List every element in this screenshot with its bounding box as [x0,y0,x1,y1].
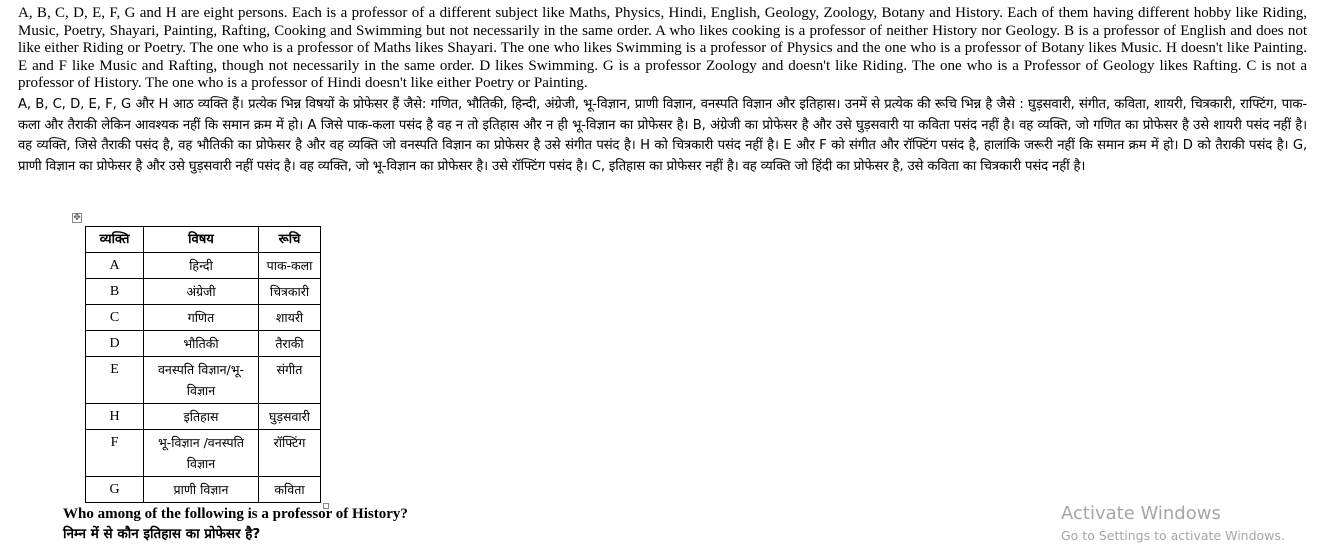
cell-subject: अंग्रेजी [144,279,259,305]
activation-watermark-subtitle: Go to Settings to activate Windows. [1061,528,1285,543]
table-row [86,404,321,430]
cell-person: E [86,357,144,404]
table-row [86,331,321,357]
table-row [86,477,321,503]
cell-hobby: शायरी [259,305,321,331]
cell-hobby: घुड़सवारी [259,404,321,430]
cell-person: C [86,305,144,331]
table-row [86,430,321,477]
cell-subject: हिन्दी [144,253,259,279]
cell-subject: गणित [144,305,259,331]
activation-watermark-title: Activate Windows [1061,503,1221,524]
answer-table [85,226,321,503]
cell-person: H [86,404,144,430]
cell-person: F [86,430,144,477]
cell-hobby: तैराकी [259,331,321,357]
header-hobby: रूचि [259,227,321,253]
cell-subject: प्राणी विज्ञान [144,477,259,503]
cell-person: B [86,279,144,305]
question-hindi: निम्न में से कौन इतिहास का प्रोफेसर है? [63,526,261,542]
cell-person: A [86,253,144,279]
cell-hobby: पाक-कला [259,253,321,279]
cell-subject: इतिहास [144,404,259,430]
table-row [86,357,321,404]
header-subject: विषय [144,227,259,253]
english-paragraph: A, B, C, D, E, F, G and H are eight persons. Each is a professor of a different subject like Maths, Physics, Hindi, English, Geology, Zoology, Botany and History. Each of them having different hobby like Riding, Music, Poetry, Shayari, Painting, Rafting, Cooking and Swimming but not necessarily in the same order. A who likes cooking is a professor of neither History nor Geology. B is a professor of English and does not like either Riding or Poetry. The one who is a professor of Maths likes Shayari. The one who likes Swimming is a professor of Physics and the one who is a professor of Botany likes Music. H doesn't like Painting. E and F like Music and Rafting, though not necessarily in the same order. D likes Swimming. G is a professor Zoology and doesn't like Riding. The one who is a Professor of Geology likes Rafting. C is not a professor of History. The one who is a professor of Hindi doesn't like either Poetry or Painting. [18,5,1307,92]
cell-hobby: रॉफ्टिंग [259,430,321,477]
cell-subject: भू-विज्ञान /वनस्पति विज्ञान [144,430,259,477]
cell-subject: भौतिकी [144,331,259,357]
question-english: Who among of the following is a professor of History? [63,506,408,522]
table-move-handle-icon[interactable]: ✥ [73,213,81,223]
table-row [86,279,321,305]
table-row [86,253,321,279]
cell-hobby: कविता [259,477,321,503]
table-row [86,305,321,331]
cell-person: G [86,477,144,503]
cell-person: D [86,331,144,357]
cell-hobby: संगीत [259,357,321,404]
table-header-row [86,227,321,253]
cell-subject: वनस्पति विज्ञान/भू-विज्ञान [144,357,259,404]
header-person: व्यक्ति [86,227,144,253]
cell-hobby: चित्रकारी [259,279,321,305]
hindi-paragraph: A, B, C, D, E, F, G और H आठ व्यक्ति हैं। प्रत्येक भिन्न विषयों के प्रोफेसर हैं जैसे: गणित, भौतिकी, हिन्दी, अंग्रेजी, भू-विज्ञान, प्राणी विज्ञान, वनस्पति विज्ञान और इतिहास। उनमें से प्रत्येक की रूचि भिन्न है जैसे : घुड़सवारी, संगीत, कविता, शायरी, चित्रकारी, राफ्टिंग, पाक-कला और तैराकी लेकिन आवश्यक नहीं कि समान क्रम में हो। A जिसे पाक-कला पसंद है वह न तो इतिहास और न ही भू-विज्ञान का प्रोफेसर है। B, अंग्रेजी का प्रोफेसर है और उसे घुड़सवारी या कविता पसंद नहीं है। वह व्यक्ति, जो गणित का प्रोफेसर है उसे शायरी पसंद नहीं है। वह व्यक्ति, जिसे तैराकी पसंद है, वह भौतिकी का प्रोफेसर है और वह व्यक्ति जो वनस्पति विज्ञान का प्रोफेसर है उसे संगीत पसंद है। H को चित्रकारी पसंद नहीं है। E और F को संगीत और रॉफ्टिंग पसंद है, हालांकि जरूरी नहीं कि समान क्रम में हो। D को तैराकी पसंद है। G, प्राणी विज्ञान का प्रोफेसर है और उसे घुड़सवारी नहीं पसंद है। वह व्यक्ति, जो भू-विज्ञान का प्रोफेसर है। उसे रॉफ्टिंग पसंद है। C, इतिहास का प्रोफेसर नहीं है। वह व्यक्ति जो हिंदी का प्रोफेसर है, उसे कविता का चित्रकारी पसंद नहीं है। [18,97,1307,174]
